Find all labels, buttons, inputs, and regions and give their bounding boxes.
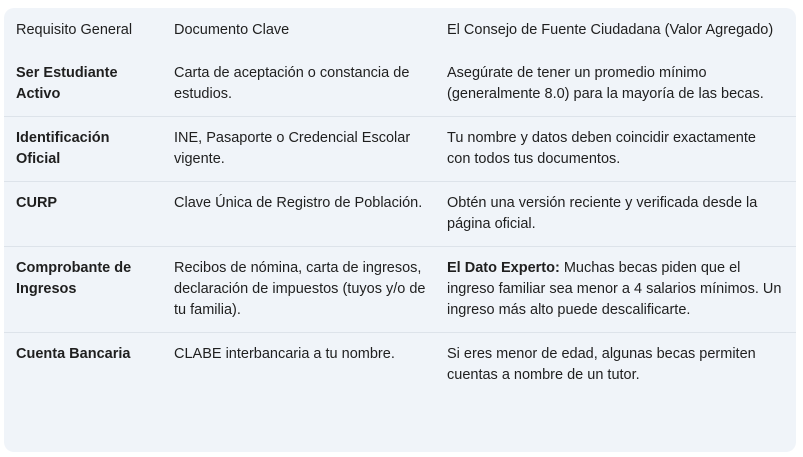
advice-strong: El Dato Experto: <box>447 260 560 276</box>
row-document: CLABE interbancaria a tu nombre. <box>160 333 431 398</box>
advice-text: Si eres menor de edad, algunas becas permiten cuentas a nombre de un tutor. <box>447 346 756 383</box>
table-row <box>4 117 796 182</box>
row-advice <box>431 247 796 333</box>
table-row <box>4 247 796 333</box>
advice-text: Tu nombre y datos deben coincidir exactamente con todos tus documentos. <box>447 130 756 167</box>
row-requirement: Ser Estudiante Activo <box>16 65 118 102</box>
advice-text: Muchas becas piden que el ingreso familiar sea menor a 4 salarios mínimos. Un ingreso más alto puede descalificarte. <box>447 260 782 318</box>
advice-text: Obtén una versión reciente y verificada desde la página oficial. <box>447 195 758 232</box>
header-requirement: Requisito General <box>16 22 133 38</box>
row-requirement: Cuenta Bancaria <box>4 333 160 398</box>
row-advice <box>431 117 796 182</box>
row-requirement: CURP <box>4 182 160 247</box>
row-requirement: Comprobante de Ingresos <box>4 247 160 333</box>
table-row <box>4 52 796 117</box>
row-advice <box>431 333 796 398</box>
row-document: Clave Única de Registro de Población. <box>160 182 431 247</box>
table-row <box>4 333 796 398</box>
row-advice <box>431 182 796 247</box>
requirements-table-container <box>4 8 796 452</box>
table-header-row <box>4 8 796 52</box>
row-document: Carta de aceptación o constancia de estudios. <box>174 65 410 102</box>
row-document: Recibos de nómina, carta de ingresos, declaración de impuestos (tuyos y/o de tu familia). <box>160 247 431 333</box>
row-advice <box>431 52 796 117</box>
advice-text: Asegúrate de tener un promedio mínimo (generalmente 8.0) para la mayoría de las becas. <box>447 65 764 102</box>
row-document: INE, Pasaporte o Credencial Escolar vigente. <box>160 117 431 182</box>
header-advice: El Consejo de Fuente Ciudadana (Valor Agregado) <box>447 22 774 38</box>
row-requirement: Identificación Oficial <box>4 117 160 182</box>
table-row <box>4 182 796 247</box>
requirements-table <box>4 8 796 397</box>
header-document: Documento Clave <box>174 22 290 38</box>
